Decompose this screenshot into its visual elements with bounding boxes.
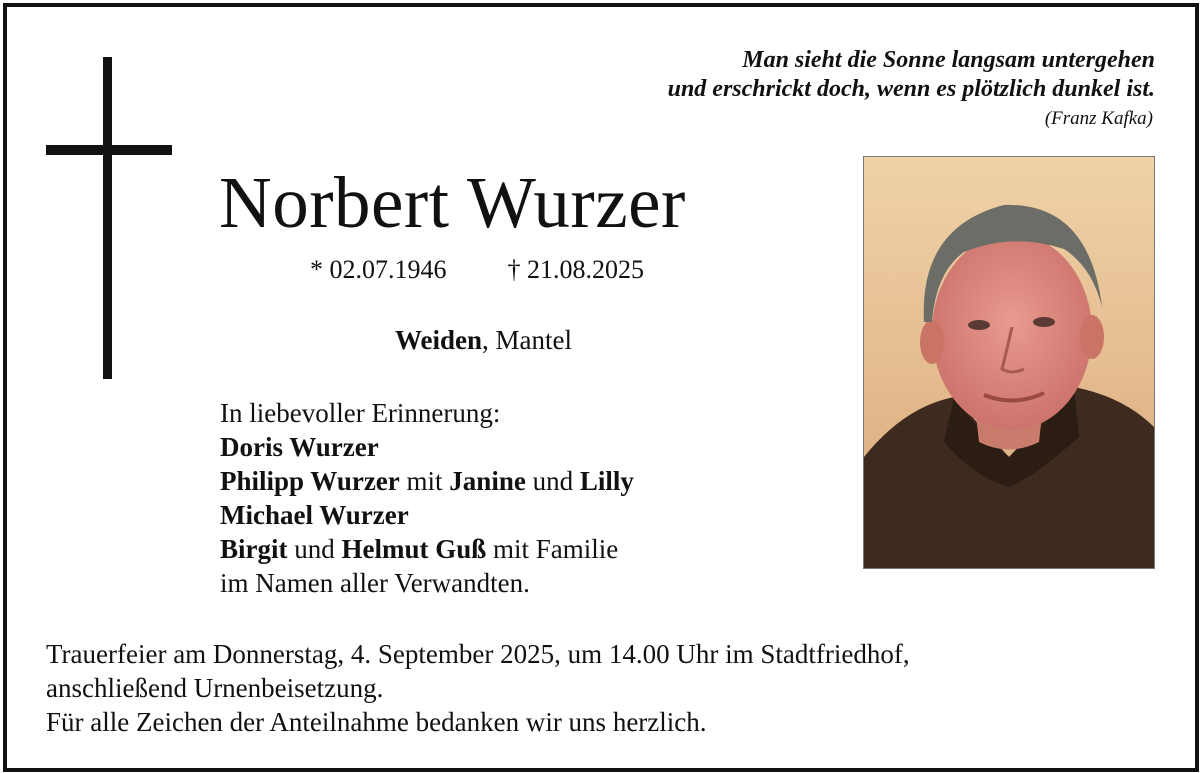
mourner-line xyxy=(220,464,634,498)
mourner-connector: und xyxy=(525,466,580,496)
mourner-name: Doris Wurzer xyxy=(220,432,379,462)
portrait-photo xyxy=(863,156,1155,569)
quote xyxy=(668,46,1155,104)
mourner-connector: mit xyxy=(399,466,450,496)
mourner-name: Birgit xyxy=(220,534,288,564)
mourner-name: Lilly xyxy=(579,466,634,496)
funeral-notice-line-2: anschließend Urnenbeisetzung. xyxy=(46,673,384,703)
quote-author: (Franz Kafka) xyxy=(1044,108,1153,129)
mourners-intro: In liebevoller Erinnerung: xyxy=(220,398,501,428)
mourner-name: Janine xyxy=(449,466,526,496)
mourner-line xyxy=(220,532,634,566)
funeral-notice xyxy=(46,637,910,705)
mourner-name: Michael Wurzer xyxy=(220,500,409,530)
quote-line-1: Man sieht die Sonne langsam untergehen xyxy=(742,47,1155,73)
deceased-name: Norbert Wurzer xyxy=(219,162,686,243)
cross-icon xyxy=(103,57,112,379)
mourner-name: Philipp Wurzer xyxy=(220,466,400,496)
mourner-name: Helmut Guß xyxy=(341,534,487,564)
death-symbol: † xyxy=(507,255,521,284)
mourners-closing: im Namen aller Verwandten. xyxy=(220,568,530,598)
funeral-notice-line-1: Trauerfeier am Donnerstag, 4. September 2025, um 14.00 Uhr im Stadtfriedhof, xyxy=(46,639,910,669)
birth-symbol: * xyxy=(310,255,323,284)
thanks-line: Für alle Zeichen der Anteilnahme bedanken wir uns herzlich. xyxy=(46,707,707,737)
mourner-connector: mit Familie xyxy=(486,534,619,564)
mourners-list xyxy=(220,396,634,600)
cross-icon-bar xyxy=(46,145,172,155)
death-date: 21.08.2025 xyxy=(527,255,644,284)
place-main: Weiden xyxy=(395,325,483,355)
mourner-line xyxy=(220,430,634,464)
mourner-connector: und xyxy=(287,534,342,564)
life-dates xyxy=(310,255,644,285)
place-rest: , Mantel xyxy=(482,325,572,355)
mourner-line xyxy=(220,498,634,532)
place xyxy=(395,325,572,356)
birth-date: 02.07.1946 xyxy=(329,255,447,284)
quote-line-2: und erschrickt doch, wenn es plötzlich dunkel ist. xyxy=(667,76,1155,102)
